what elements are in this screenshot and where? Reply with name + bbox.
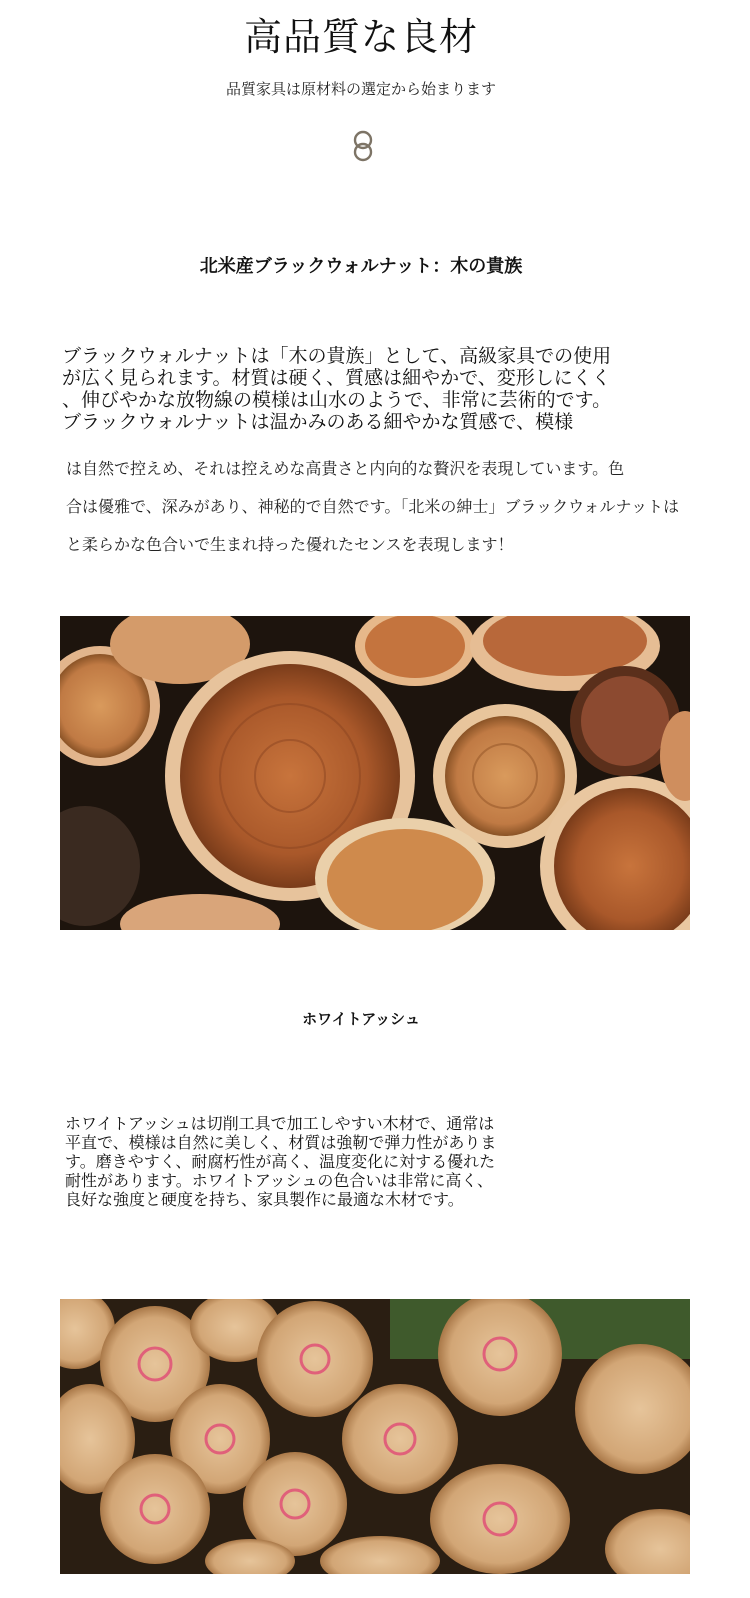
ash-description: ホワイトアッシュは切削工具で加工しやすい木材で、通常は 平直で、模様は自然に美しく、材質は強靭で弾力性がありま す。磨きやすく、耐腐朽性が高く、温度変化に対する優れた 耐性があります。ホワイトアッシュの色合いは非常に高く、 良好な強度と硬度を持ち、家具製作に最適な木材です。 (65, 1114, 497, 1209)
page-title: 高品質な良材 (243, 15, 478, 59)
walnut-logs-photo (60, 616, 690, 930)
walnut-description-line: 合は優雅で、深みがあり、神秘的で自然です。「北米の紳士」ブラックウォルナットは (66, 497, 680, 516)
ash-logs-photo (60, 1299, 690, 1574)
walnut-description-large: ブラックウォルナットは「木の貴族」として、高級家具での使用 が広く見られます。材質は硬く、質感は細やかで、変形しにくく 、伸びやかな放物線の模様は山水のようで、非常に芸術的です。 ブラックウォルナットは温かみのある細やかな質感で、模様 (62, 345, 612, 433)
page-subtitle: 品質家具は原材料の選定から始まります (225, 80, 496, 98)
walnut-description-line: は自然で控えめ、それは控えめな高貴さと内向的な贅沢を表現しています。色 (66, 459, 625, 478)
ash-heading: ホワイトアッシュ (302, 1010, 420, 1028)
walnut-heading: 北米産ブラックウォルナット：木の貴族 (199, 256, 523, 277)
walnut-description-line: と柔らかな色合いで生まれ持った優れたセンスを表現します！ (66, 535, 514, 554)
rings-icon (350, 128, 376, 164)
